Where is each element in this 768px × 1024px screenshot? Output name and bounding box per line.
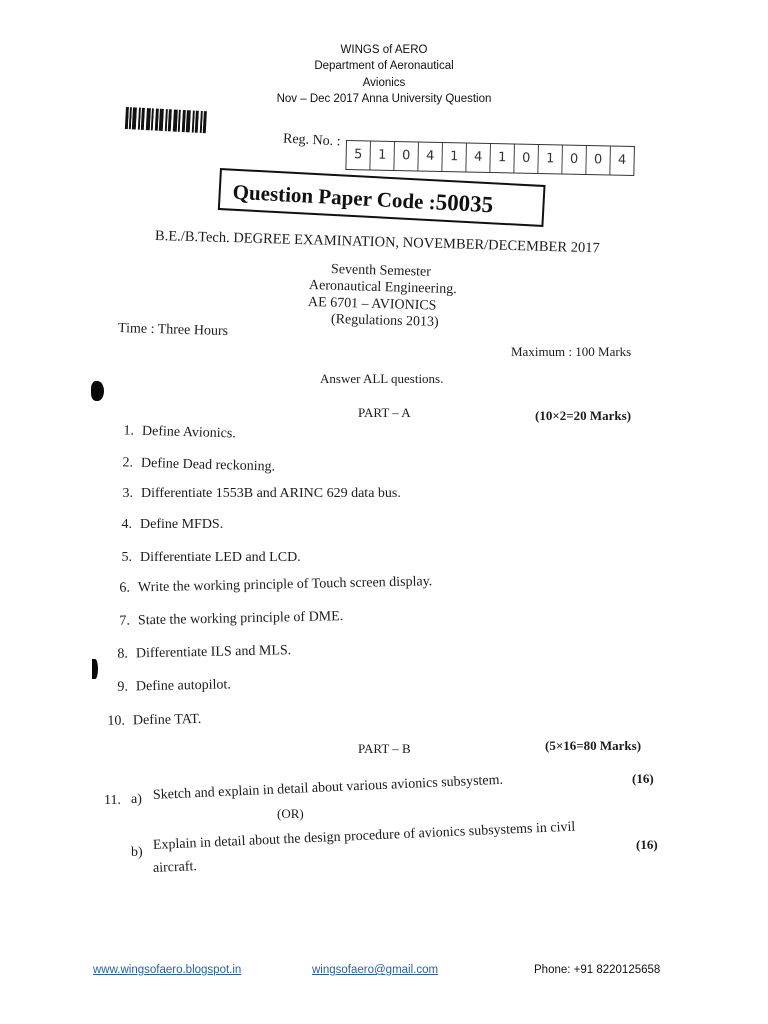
reg-no-digit: 4 [466,144,491,172]
header-department: Department of Aeronautical [314,60,454,72]
part-b-option-b-label: b) [131,845,143,860]
exam-course: AE 6701 – AVIONICS [307,295,437,314]
exam-time: Time : Three Hours [117,321,229,340]
question-text: Differentiate ILS and MLS. [135,643,292,662]
question-number: 3. [122,486,133,501]
part-a-marks: (10×2=20 Marks) [535,408,632,423]
reg-no-digit: 5 [346,141,371,169]
exam-instruction: Answer ALL questions. [320,371,444,386]
question-text: Differentiate 1553B and ARINC 629 data bus. [141,486,401,501]
question-text: State the working principle of DME. [137,609,344,629]
part-b-title: PART – B [358,741,411,756]
part-b-option-b-text: Explain in detail about the design procedure of avionics subsystems in civil [152,819,576,853]
header-org: WINGS of AERO [340,44,428,56]
question-number: 6. [119,580,131,596]
reg-no-digit: 1 [370,142,395,170]
part-b-marks: (5×16=80 Marks) [545,738,642,753]
part-a-question [106,643,292,663]
question-number: 9. [117,679,129,695]
footer-phone: Phone: +91 8220125658 [534,964,661,976]
question-number: 7. [119,613,131,629]
reg-no-digit: 4 [617,152,627,168]
reg-no-label: Reg. No. : [282,131,341,150]
exam-degree: B.E./B.Tech. DEGREE EXAMINATION, NOVEMBER/DECEMBER 2017 [154,228,600,257]
part-a-question [112,423,236,442]
question-paper-code: 50035 [435,189,494,218]
reg-no-digit: 1 [490,144,515,172]
reg-no-digit: 0 [514,145,539,173]
question-number: 4. [121,517,132,532]
reg-no-digit: 1 [538,145,563,173]
part-b-question-number: 11. [104,793,121,808]
question-text: Define autopilot. [135,677,231,695]
header-subject: Avionics [362,77,406,89]
part-a-question [111,486,401,502]
question-number: 10. [107,713,126,729]
part-b-option-a-text: Sketch and explain in detail about various avionics subsystem. [152,772,504,803]
part-b-or: (OR) [277,806,304,821]
barcode-icon [125,107,214,134]
part-a-question [110,517,223,533]
binder-hole-mark [92,659,98,679]
header-title: Nov – Dec 2017 Anna University Question [276,93,492,105]
part-a-question [110,550,301,566]
question-number: 8. [117,646,129,662]
question-text: Differentiate LED and LCD. [140,550,301,565]
part-b-option-a-label: a) [131,792,142,807]
exam-branch: Aeronautical Engineering. [308,278,457,298]
part-a-question [108,609,344,630]
reg-no-digit: 0 [586,146,611,174]
exam-regulations: (Regulations 2013) [330,312,439,331]
reg-no-box [345,140,635,176]
part-a-question [106,677,231,696]
question-text: Define TAT. [132,711,202,729]
reg-no-digit: 0 [562,146,587,174]
question-paper-code-label: Question Paper Code : [232,179,437,215]
part-b-option-b-text-cont: aircraft. [152,859,198,876]
footer-website-link[interactable]: www.wingsofaero.blogspot.in [93,964,242,976]
part-a-title: PART – A [358,405,411,420]
exam-semester: Seventh Semester [330,262,432,280]
question-number: 1. [123,423,135,439]
question-text: Define Dead reckoning. [140,455,276,475]
part-b-option-b-marks: (16) [636,837,658,852]
binder-hole-mark [91,381,104,401]
question-number: 2. [122,455,134,471]
part-a-question [108,574,433,597]
question-text: Write the working principle of Touch screen display. [137,574,433,596]
question-paper-code-box [218,168,546,227]
question-number: 5. [121,550,132,565]
part-b-option-a-marks: (16) [632,771,654,786]
reg-no-digit: 0 [394,142,419,170]
part-a-question [111,455,275,476]
exam-max-marks: Maximum : 100 Marks [511,344,632,359]
part-a-question [103,712,202,730]
reg-no-digit: 4 [418,143,443,171]
footer-email-link[interactable]: wingsofaero@gmail.com [312,964,439,976]
reg-no-digit: 1 [442,143,467,171]
question-text: Define MFDS. [140,517,224,532]
question-text: Define Avionics. [141,423,237,442]
